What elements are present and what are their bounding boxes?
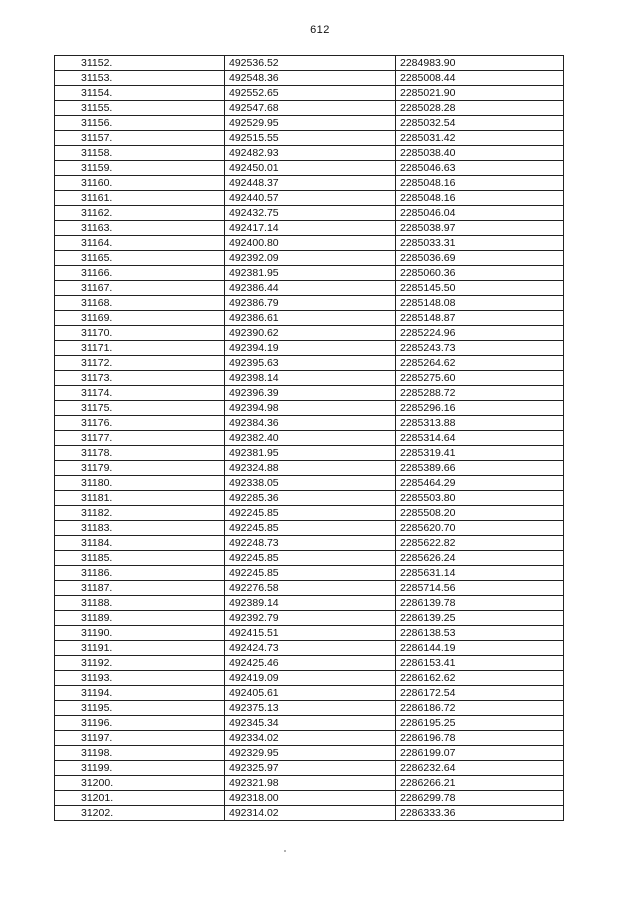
point-number-cell: 31200. [55, 776, 225, 791]
y-coordinate-cell: 2286172.54 [396, 686, 564, 701]
point-number-cell: 31160. [55, 176, 225, 191]
table-row [55, 776, 564, 791]
x-coordinate-cell: 492394.19 [225, 341, 396, 356]
y-coordinate-cell: 2286195.25 [396, 716, 564, 731]
y-coordinate-cell: 2286232.64 [396, 761, 564, 776]
x-coordinate-cell: 492382.40 [225, 431, 396, 446]
table-row [55, 416, 564, 431]
x-coordinate-cell: 492405.61 [225, 686, 396, 701]
y-coordinate-cell: 2286144.19 [396, 641, 564, 656]
point-number-cell: 31199. [55, 761, 225, 776]
point-number-cell: 31182. [55, 506, 225, 521]
table-row [55, 401, 564, 416]
x-coordinate-cell: 492432.75 [225, 206, 396, 221]
point-number-cell: 31192. [55, 656, 225, 671]
y-coordinate-cell: 2285319.41 [396, 446, 564, 461]
table-row [55, 761, 564, 776]
y-coordinate-cell: 2286266.21 [396, 776, 564, 791]
y-coordinate-cell: 2285288.72 [396, 386, 564, 401]
point-number-cell: 31197. [55, 731, 225, 746]
x-coordinate-cell: 492381.95 [225, 266, 396, 281]
x-coordinate-cell: 492529.95 [225, 116, 396, 131]
x-coordinate-cell: 492392.09 [225, 251, 396, 266]
point-number-cell: 31157. [55, 131, 225, 146]
point-number-cell: 31165. [55, 251, 225, 266]
point-number-cell: 31189. [55, 611, 225, 626]
table-row [55, 371, 564, 386]
table-row [55, 626, 564, 641]
table-row [55, 101, 564, 116]
point-number-cell: 31198. [55, 746, 225, 761]
table-row [55, 206, 564, 221]
point-number-cell: 31178. [55, 446, 225, 461]
table-row [55, 296, 564, 311]
x-coordinate-cell: 492417.14 [225, 221, 396, 236]
y-coordinate-cell: 2285032.54 [396, 116, 564, 131]
x-coordinate-cell: 492276.58 [225, 581, 396, 596]
table-row [55, 581, 564, 596]
table-row [55, 551, 564, 566]
point-number-cell: 31185. [55, 551, 225, 566]
point-number-cell: 31161. [55, 191, 225, 206]
point-number-cell: 31177. [55, 431, 225, 446]
y-coordinate-cell: 2285046.63 [396, 161, 564, 176]
y-coordinate-cell: 2286333.36 [396, 806, 564, 821]
point-number-cell: 31183. [55, 521, 225, 536]
table-row [55, 611, 564, 626]
y-coordinate-cell: 2285148.08 [396, 296, 564, 311]
point-number-cell: 31156. [55, 116, 225, 131]
table-row [55, 446, 564, 461]
y-coordinate-cell: 2285038.40 [396, 146, 564, 161]
scan-speck [284, 850, 286, 852]
table-row [55, 386, 564, 401]
table-row [55, 476, 564, 491]
y-coordinate-cell: 2285622.82 [396, 536, 564, 551]
y-coordinate-cell: 2286299.78 [396, 791, 564, 806]
x-coordinate-cell: 492415.51 [225, 626, 396, 641]
table-row [55, 656, 564, 671]
x-coordinate-cell: 492424.73 [225, 641, 396, 656]
y-coordinate-cell: 2286186.72 [396, 701, 564, 716]
y-coordinate-cell: 2284983.90 [396, 56, 564, 71]
y-coordinate-cell: 2286199.07 [396, 746, 564, 761]
x-coordinate-cell: 492386.61 [225, 311, 396, 326]
coordinates-table [54, 55, 564, 821]
x-coordinate-cell: 492334.02 [225, 731, 396, 746]
table-row [55, 686, 564, 701]
y-coordinate-cell: 2285314.64 [396, 431, 564, 446]
y-coordinate-cell: 2285031.42 [396, 131, 564, 146]
point-number-cell: 31187. [55, 581, 225, 596]
y-coordinate-cell: 2285048.16 [396, 176, 564, 191]
point-number-cell: 31179. [55, 461, 225, 476]
y-coordinate-cell: 2285275.60 [396, 371, 564, 386]
table-row [55, 536, 564, 551]
point-number-cell: 31168. [55, 296, 225, 311]
point-number-cell: 31172. [55, 356, 225, 371]
point-number-cell: 31176. [55, 416, 225, 431]
y-coordinate-cell: 2285313.88 [396, 416, 564, 431]
table-row [55, 56, 564, 71]
x-coordinate-cell: 492338.05 [225, 476, 396, 491]
table-row [55, 716, 564, 731]
point-number-cell: 31164. [55, 236, 225, 251]
table-row [55, 146, 564, 161]
x-coordinate-cell: 492318.00 [225, 791, 396, 806]
x-coordinate-cell: 492381.95 [225, 446, 396, 461]
y-coordinate-cell: 2285631.14 [396, 566, 564, 581]
table-row [55, 191, 564, 206]
x-coordinate-cell: 492515.55 [225, 131, 396, 146]
point-number-cell: 31202. [55, 806, 225, 821]
point-number-cell: 31162. [55, 206, 225, 221]
x-coordinate-cell: 492419.09 [225, 671, 396, 686]
point-number-cell: 31154. [55, 86, 225, 101]
x-coordinate-cell: 492400.80 [225, 236, 396, 251]
table-row [55, 176, 564, 191]
y-coordinate-cell: 2285060.36 [396, 266, 564, 281]
point-number-cell: 31152. [55, 56, 225, 71]
table-row [55, 221, 564, 236]
y-coordinate-cell: 2285148.87 [396, 311, 564, 326]
y-coordinate-cell: 2285620.70 [396, 521, 564, 536]
y-coordinate-cell: 2285008.44 [396, 71, 564, 86]
y-coordinate-cell: 2285033.31 [396, 236, 564, 251]
table-row [55, 791, 564, 806]
table-row [55, 701, 564, 716]
table-row [55, 131, 564, 146]
y-coordinate-cell: 2285038.97 [396, 221, 564, 236]
y-coordinate-cell: 2286196.78 [396, 731, 564, 746]
x-coordinate-cell: 492547.68 [225, 101, 396, 116]
table-row [55, 746, 564, 761]
coordinates-table-body [55, 56, 564, 821]
x-coordinate-cell: 492324.88 [225, 461, 396, 476]
point-number-cell: 31180. [55, 476, 225, 491]
table-row [55, 236, 564, 251]
point-number-cell: 31181. [55, 491, 225, 506]
x-coordinate-cell: 492375.13 [225, 701, 396, 716]
point-number-cell: 31171. [55, 341, 225, 356]
point-number-cell: 31166. [55, 266, 225, 281]
x-coordinate-cell: 492245.85 [225, 506, 396, 521]
x-coordinate-cell: 492386.44 [225, 281, 396, 296]
x-coordinate-cell: 492245.85 [225, 566, 396, 581]
x-coordinate-cell: 492321.98 [225, 776, 396, 791]
point-number-cell: 31170. [55, 326, 225, 341]
y-coordinate-cell: 2285464.29 [396, 476, 564, 491]
table-row [55, 506, 564, 521]
y-coordinate-cell: 2285046.04 [396, 206, 564, 221]
x-coordinate-cell: 492394.98 [225, 401, 396, 416]
x-coordinate-cell: 492384.36 [225, 416, 396, 431]
point-number-cell: 31201. [55, 791, 225, 806]
point-number-cell: 31195. [55, 701, 225, 716]
x-coordinate-cell: 492450.01 [225, 161, 396, 176]
y-coordinate-cell: 2285028.28 [396, 101, 564, 116]
point-number-cell: 31169. [55, 311, 225, 326]
table-row [55, 251, 564, 266]
point-number-cell: 31155. [55, 101, 225, 116]
x-coordinate-cell: 492245.85 [225, 521, 396, 536]
point-number-cell: 31188. [55, 596, 225, 611]
table-row [55, 641, 564, 656]
x-coordinate-cell: 492329.95 [225, 746, 396, 761]
point-number-cell: 31196. [55, 716, 225, 731]
point-number-cell: 31184. [55, 536, 225, 551]
table-row [55, 116, 564, 131]
table-row [55, 596, 564, 611]
x-coordinate-cell: 492314.02 [225, 806, 396, 821]
x-coordinate-cell: 492440.57 [225, 191, 396, 206]
y-coordinate-cell: 2285714.56 [396, 581, 564, 596]
x-coordinate-cell: 492390.62 [225, 326, 396, 341]
table-row [55, 431, 564, 446]
x-coordinate-cell: 492245.85 [225, 551, 396, 566]
point-number-cell: 31163. [55, 221, 225, 236]
y-coordinate-cell: 2285296.16 [396, 401, 564, 416]
y-coordinate-cell: 2286153.41 [396, 656, 564, 671]
point-number-cell: 31167. [55, 281, 225, 296]
x-coordinate-cell: 492345.34 [225, 716, 396, 731]
x-coordinate-cell: 492536.52 [225, 56, 396, 71]
table-row [55, 491, 564, 506]
y-coordinate-cell: 2285048.16 [396, 191, 564, 206]
point-number-cell: 31190. [55, 626, 225, 641]
table-row [55, 521, 564, 536]
point-number-cell: 31159. [55, 161, 225, 176]
x-coordinate-cell: 492398.14 [225, 371, 396, 386]
x-coordinate-cell: 492285.36 [225, 491, 396, 506]
y-coordinate-cell: 2285264.62 [396, 356, 564, 371]
x-coordinate-cell: 492548.36 [225, 71, 396, 86]
y-coordinate-cell: 2286139.78 [396, 596, 564, 611]
point-number-cell: 31186. [55, 566, 225, 581]
y-coordinate-cell: 2286139.25 [396, 611, 564, 626]
point-number-cell: 31194. [55, 686, 225, 701]
table-row [55, 281, 564, 296]
y-coordinate-cell: 2285389.66 [396, 461, 564, 476]
x-coordinate-cell: 492389.14 [225, 596, 396, 611]
table-row [55, 161, 564, 176]
y-coordinate-cell: 2285021.90 [396, 86, 564, 101]
table-row [55, 806, 564, 821]
y-coordinate-cell: 2285626.24 [396, 551, 564, 566]
point-number-cell: 31174. [55, 386, 225, 401]
table-row [55, 461, 564, 476]
point-number-cell: 31193. [55, 671, 225, 686]
x-coordinate-cell: 492482.93 [225, 146, 396, 161]
table-row [55, 71, 564, 86]
table-row [55, 266, 564, 281]
y-coordinate-cell: 2285508.20 [396, 506, 564, 521]
x-coordinate-cell: 492396.39 [225, 386, 396, 401]
y-coordinate-cell: 2285145.50 [396, 281, 564, 296]
y-coordinate-cell: 2285243.73 [396, 341, 564, 356]
x-coordinate-cell: 492395.63 [225, 356, 396, 371]
table-row [55, 731, 564, 746]
table-row [55, 341, 564, 356]
point-number-cell: 31191. [55, 641, 225, 656]
y-coordinate-cell: 2286138.53 [396, 626, 564, 641]
table-row [55, 311, 564, 326]
x-coordinate-cell: 492325.97 [225, 761, 396, 776]
x-coordinate-cell: 492392.79 [225, 611, 396, 626]
y-coordinate-cell: 2285503.80 [396, 491, 564, 506]
point-number-cell: 31153. [55, 71, 225, 86]
table-row [55, 671, 564, 686]
page-number: 612 [310, 24, 330, 36]
y-coordinate-cell: 2285224.96 [396, 326, 564, 341]
x-coordinate-cell: 492425.46 [225, 656, 396, 671]
x-coordinate-cell: 492386.79 [225, 296, 396, 311]
point-number-cell: 31158. [55, 146, 225, 161]
table-row [55, 566, 564, 581]
x-coordinate-cell: 492248.73 [225, 536, 396, 551]
table-row [55, 356, 564, 371]
y-coordinate-cell: 2285036.69 [396, 251, 564, 266]
table-row [55, 326, 564, 341]
point-number-cell: 31173. [55, 371, 225, 386]
x-coordinate-cell: 492448.37 [225, 176, 396, 191]
point-number-cell: 31175. [55, 401, 225, 416]
table-row [55, 86, 564, 101]
x-coordinate-cell: 492552.65 [225, 86, 396, 101]
y-coordinate-cell: 2286162.62 [396, 671, 564, 686]
